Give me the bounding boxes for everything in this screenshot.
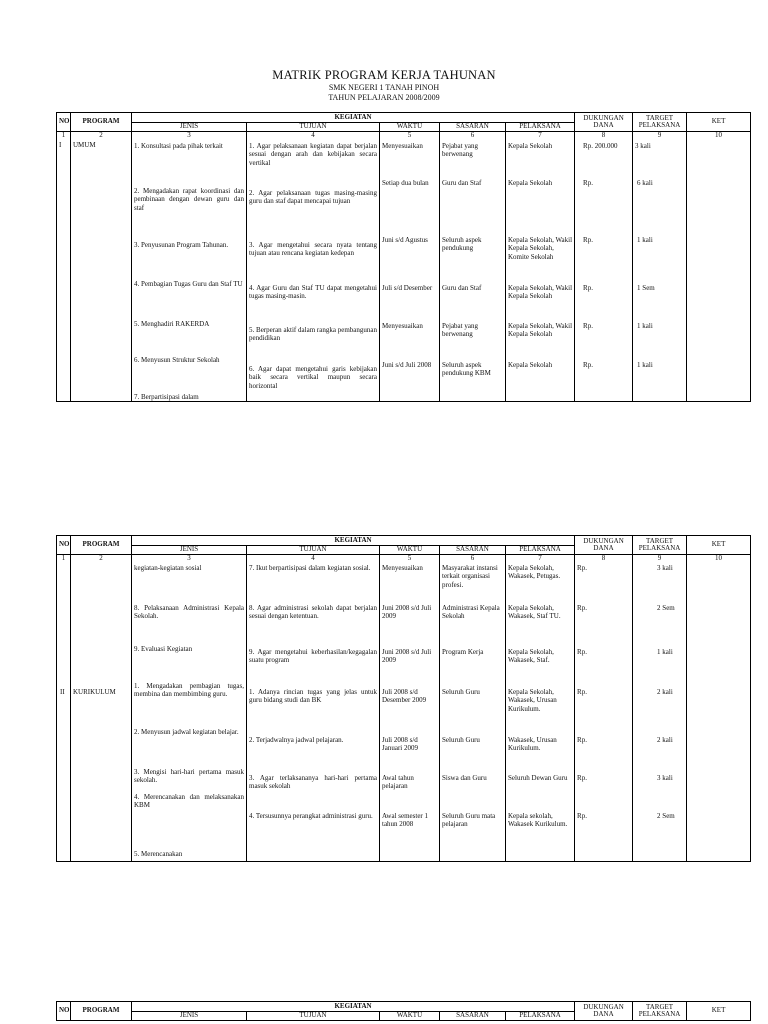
target-item: 3 kali [657, 773, 673, 782]
col-dukungan-dana: DUKUNGAN DANA [575, 536, 633, 555]
target-cell [633, 141, 687, 402]
col-dukungan-dana: DUKUNGAN DANA [575, 113, 633, 132]
col-number: 3 [132, 555, 247, 564]
dana-item: Rp. [577, 773, 587, 782]
waktu-cell [380, 141, 440, 402]
waktu-item: Juli 2008 s/d Desember 2009 [382, 687, 427, 705]
col-ket: KET [687, 1002, 751, 1021]
col-tujuan: TUJUAN [247, 546, 380, 555]
jenis-cell [132, 564, 247, 862]
col-waktu: WAKTU [380, 123, 440, 132]
col-number: 3 [132, 132, 247, 141]
jenis-item: 3. Penyusunan Program Tahunan. [134, 240, 229, 249]
pelaksana-item: Kepala Sekolah [508, 141, 553, 150]
sasaran-item: Pejabat yang berwenang [442, 141, 478, 159]
sasaran-cell [440, 141, 506, 402]
tujuan-item: 6. Agar dapat mengetahui garis kebijakan baik secara vertikal maupun secara horizontal [249, 364, 377, 390]
jenis-item: 9. Evaluasi Kegiatan [134, 644, 193, 653]
col-no: NO [57, 1002, 71, 1021]
col-number: 1 [57, 132, 71, 141]
pelaksana-item: Kepala Sekolah, Wakil Kepala Sekolah [508, 283, 573, 301]
col-number: 8 [575, 132, 633, 141]
academic-year: TAHUN PELAJARAN 2008/2009 [328, 93, 440, 102]
pelaksana-item: Kepala Sekolah [508, 360, 553, 369]
tujuan-item: 8. Agar administrasi sekolah dapat berjalan sesuai dengan ketentuan. [249, 603, 377, 621]
tujuan-item: 4. Tersusunnya perangkat administrasi guru. [249, 811, 373, 820]
jenis-item: 2. Menyusun jadwal kegiatan belajar. [134, 727, 239, 736]
tujuan-cell [247, 564, 380, 862]
dana-item: Rp. 200.000 [583, 141, 618, 150]
dana-item: Rp. [577, 811, 587, 820]
school-name: SMK NEGERI 1 TANAH PINOH [328, 83, 440, 92]
program-matrix-table-2 [56, 535, 751, 862]
waktu-item: Awal semester 1 tahun 2008 [382, 811, 429, 829]
jenis-item: 6. Menyusun Struktur Sekolah [134, 355, 220, 364]
col-number: 4 [247, 132, 380, 141]
col-no: NO [57, 113, 71, 132]
target-item: 1 kali [637, 360, 653, 369]
jenis-item: 2. Mengadakan rapat koordinasi dan pembinaan dengan dewan guru dan staf [134, 186, 244, 212]
col-number: 6 [440, 132, 506, 141]
jenis-item: 3. Mengisi hari-hari pertama masuk sekolah. [134, 767, 244, 785]
col-kegiatan: KEGIATAN [132, 113, 575, 123]
sasaran-cell [440, 564, 506, 862]
col-number: 7 [506, 555, 575, 564]
target-item: 2 kali [657, 687, 673, 696]
target-item: 2 kali [657, 735, 673, 744]
pelaksana-cell [506, 564, 575, 862]
waktu-item: Juli 2008 s/d Januari 2009 [382, 735, 418, 753]
waktu-item: Menyesuaikan [382, 563, 423, 572]
dana-item: Rp. [577, 563, 587, 572]
dana-item: Rp. [577, 647, 587, 656]
col-pelaksana: PELAKSANA [506, 1012, 575, 1021]
col-number: 2 [71, 132, 132, 141]
tujuan-item: 2. Agar pelaksanaan tugas masing-masing guru dan staf dapat mencapai tujuan [249, 188, 377, 206]
tujuan-item: 5. Berperan aktif dalam rangka pembangunan pendidikan [249, 325, 377, 343]
page-title: MATRIK PROGRAM KERJA TAHUNAN [272, 68, 496, 82]
pelaksana-item: Seluruh Dewan Guru [508, 773, 568, 782]
program-cell [71, 564, 132, 862]
row-number: I [57, 141, 71, 402]
pelaksana-item: Kepala Sekolah, Wakil Kepala Sekolah, Komite Sekolah [508, 235, 573, 261]
target-item: 3 kali [657, 563, 673, 572]
col-number: 10 [687, 555, 751, 564]
pelaksana-item: Kepala Sekolah, Wakasek, Staf. [508, 647, 554, 665]
pelaksana-item: Kepala Sekolah, Wakil Kepala Sekolah [508, 321, 573, 339]
jenis-item: kegiatan-kegiatan sosial [134, 563, 202, 572]
dana-item: Rp. [583, 283, 593, 292]
dana-item: Rp. [583, 235, 593, 244]
tujuan-cell [247, 141, 380, 402]
col-number: 9 [633, 132, 687, 141]
waktu-item: Juni s/d Juli 2008 [382, 360, 432, 369]
col-program: PROGRAM [71, 536, 132, 555]
col-tujuan: TUJUAN [247, 123, 380, 132]
dana-item: Rp. [583, 360, 593, 369]
sasaran-item: Guru dan Staf [442, 178, 482, 187]
target-item: 1 kali [637, 235, 653, 244]
tujuan-item: 9. Agar mengetahui keberhasilan/kegagalan suatu program [249, 647, 377, 665]
col-pelaksana: PELAKSANA [506, 123, 575, 132]
col-kegiatan: KEGIATAN [132, 536, 575, 546]
col-jenis: JENIS [132, 123, 247, 132]
program-name: KURIKULUM [73, 687, 116, 696]
waktu-item: Setiap dua bulan [382, 178, 429, 187]
col-number: 5 [380, 132, 440, 141]
program-matrix-table-1 [56, 112, 751, 402]
dana-cell [575, 564, 633, 862]
tujuan-item: 4. Agar Guru dan Staf TU dapat mengetahui tugas masing-masin. [249, 283, 377, 301]
col-pelaksana: PELAKSANA [506, 546, 575, 555]
col-sasaran: SASARAN [440, 123, 506, 132]
sasaran-item: Siswa dan Guru [442, 773, 487, 782]
jenis-item: 5. Menghadiri RAKERDA [134, 319, 210, 328]
pelaksana-item: Kepala Sekolah, Wakasek, Staf TU. [508, 603, 561, 621]
sasaran-item: Seluruh aspek pendukung KBM [442, 360, 491, 378]
waktu-item: Juli s/d Desember [382, 283, 433, 292]
col-jenis: JENIS [132, 546, 247, 555]
waktu-item: Juni 2008 s/d Juli 2009 [382, 603, 432, 621]
jenis-item: 8. Pelaksanaan Administrasi Kepala Sekolah. [134, 603, 244, 621]
program-name: UMUM [71, 141, 132, 402]
target-item: 3 kali [635, 141, 651, 150]
tujuan-item: 3. Agar mengetahui secara nyata tentang tujuan atau rencana kegiatan kedepan [249, 240, 377, 258]
sasaran-item: Seluruh Guru [442, 735, 480, 744]
sasaran-item: Masyarakat instansi terkait organisasi profesi. [442, 563, 498, 589]
target-item: 2 Sem [657, 811, 675, 820]
row-number-cell [57, 564, 71, 862]
col-number: 5 [380, 555, 440, 564]
target-item: 1 Sem [637, 283, 655, 292]
col-program: PROGRAM [71, 113, 132, 132]
row-number: II [60, 687, 65, 696]
sasaran-item: Program Kerja [442, 647, 484, 656]
pelaksana-item: Kepala Sekolah, Wakasek, Petugas. [508, 563, 561, 581]
waktu-cell [380, 564, 440, 862]
target-item: 1 kali [637, 321, 653, 330]
sasaran-item: Guru dan Staf [442, 283, 482, 292]
pelaksana-item: Kepala sekolah, Wakasek Kurikulum. [508, 811, 568, 829]
ket-cell [687, 141, 751, 402]
pelaksana-item: Kepala Sekolah, Wakasek, Urusan Kurikulum. [508, 687, 557, 713]
tujuan-item: 1. Adanya rincian tugas yang jelas untuk guru bidang studi dan BK [249, 687, 377, 705]
target-cell [633, 564, 687, 862]
pelaksana-item: Wakasek, Urusan Kurikulum. [508, 735, 557, 753]
col-sasaran: SASARAN [440, 546, 506, 555]
col-number: 10 [687, 132, 751, 141]
col-program: PROGRAM [71, 1002, 132, 1021]
pelaksana-cell [506, 141, 575, 402]
target-item: 6 kali [637, 178, 653, 187]
jenis-cell [132, 141, 247, 402]
sasaran-item: Pejabat yang berwenang [442, 321, 478, 339]
jenis-item: 7. Berpartisipasi dalam [134, 392, 199, 401]
waktu-item: Juni 2008 s/d Juli 2009 [382, 647, 432, 665]
target-item: 2 Sem [657, 603, 675, 612]
jenis-item: 4. Pembagian Tugas Guru dan Staf TU [134, 279, 243, 288]
col-target-pelaksana: TARGET PELAKSANA [633, 536, 687, 555]
dana-item: Rp. [577, 735, 587, 744]
col-jenis: JENIS [132, 1012, 247, 1021]
sasaran-item: Administrasi Kepala Sekolah [442, 603, 500, 621]
dana-cell [575, 141, 633, 402]
jenis-item: 5. Merencanakan [134, 849, 183, 858]
col-ket: KET [687, 536, 751, 555]
target-item: 1 kali [657, 647, 673, 656]
waktu-item: Menyesuaikan [382, 321, 423, 330]
col-sasaran: SASARAN [440, 1012, 506, 1021]
sasaran-item: Seluruh aspek pendukung [442, 235, 482, 253]
col-target-pelaksana: TARGET PELAKSANA [633, 113, 687, 132]
col-number: 1 [57, 555, 71, 564]
dana-item: Rp. [583, 178, 593, 187]
col-number: 4 [247, 555, 380, 564]
pelaksana-item: Kepala Sekolah [508, 178, 553, 187]
col-target-pelaksana: TARGET PELAKSANA [633, 1002, 687, 1021]
dana-item: Rp. [577, 603, 587, 612]
col-number: 9 [633, 555, 687, 564]
dana-item: Rp. [583, 321, 593, 330]
jenis-item: 1. Mengadakan pembagian tugas, membina dan membimbing guru. [134, 681, 244, 699]
tujuan-item: 1. Agar pelaksanaan kegiatan dapat berjalan sesuai dengan arah dan kebijakan secara vertikal [249, 141, 377, 167]
col-waktu: WAKTU [380, 546, 440, 555]
waktu-item: Juni s/d Agustus [382, 235, 428, 244]
col-number: 8 [575, 555, 633, 564]
col-ket: KET [687, 113, 751, 132]
col-number: 2 [71, 555, 132, 564]
program-matrix-table-3 [56, 1001, 751, 1021]
col-dukungan-dana: DUKUNGAN DANA [575, 1002, 633, 1021]
waktu-item: Awal tahun pelajaran [382, 773, 414, 791]
col-waktu: WAKTU [380, 1012, 440, 1021]
dana-item: Rp. [577, 687, 587, 696]
tujuan-item: 2. Terjadwalnya jadwal pelajaran. [249, 735, 344, 744]
col-number: 6 [440, 555, 506, 564]
jenis-item: 4. Merencanakan dan melaksanakan KBM [134, 792, 244, 810]
col-no: NO [57, 536, 71, 555]
tujuan-item: 7. Ikut berpartisipasi dalam kegiatan sosial. [249, 563, 371, 572]
sasaran-item: Seluruh Guru [442, 687, 480, 696]
col-kegiatan: KEGIATAN [132, 1002, 575, 1012]
waktu-item: Menyesuaikan [382, 141, 423, 150]
col-number: 7 [506, 132, 575, 141]
jenis-item: 1. Konsultasi pada pihak terkait [134, 141, 223, 150]
ket-cell [687, 564, 751, 862]
sasaran-item: Seluruh Guru mata pelajaran [442, 811, 496, 829]
col-tujuan: TUJUAN [247, 1012, 380, 1021]
tujuan-item: 3. Agar terlaksananya hari-hari pertama masuk sekolah [249, 773, 377, 791]
